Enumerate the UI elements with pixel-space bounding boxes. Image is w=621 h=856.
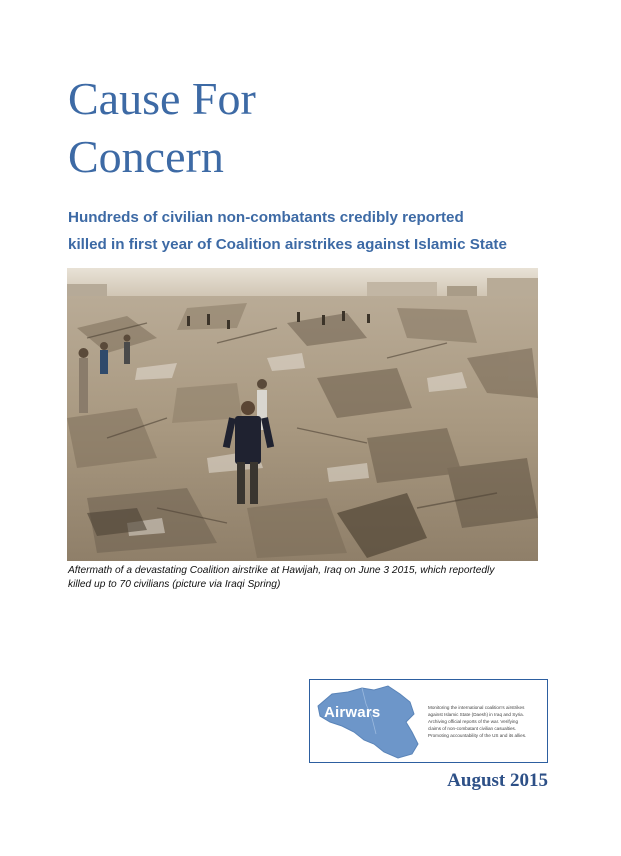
tagline-line-5: Promoting accountability of the US and its allies. (428, 733, 527, 738)
title-line-2: Concern (68, 131, 224, 182)
caption-line-1: Aftermath of a devastating Coalition airstrike at Hawijah, Iraq on June 3 2015, which reportedly (68, 565, 495, 576)
subtitle-line-2: killed in first year of Coalition airstrikes against Islamic State (68, 236, 507, 253)
subtitle-line-1: Hundreds of civilian non-combatants credibly reported (68, 209, 464, 226)
airwars-wordmark: Airwars (324, 704, 381, 721)
tagline-line-4: claims of non-combatant civilian casualties. (428, 726, 517, 731)
report-title (68, 70, 548, 186)
cover-photo (67, 268, 538, 561)
iraq-syria-map-icon (314, 684, 424, 760)
caption-line-2: killed up to 70 civilians (picture via Iraqi Spring) (68, 579, 281, 590)
photo-caption (68, 564, 548, 592)
tagline-line-3: Archiving official reports of the war. Verifying (428, 719, 519, 724)
tagline-line-1: Monitoring the international coalition's airstrikes (428, 705, 525, 710)
airwars-tagline (428, 704, 546, 739)
title-line-1: Cause For (68, 73, 256, 124)
report-date: August 2015 (447, 770, 548, 791)
report-subtitle (68, 204, 568, 258)
airwars-logo-box (309, 679, 548, 763)
tagline-line-2: against Islamic State (Daesh) in Iraq and Syria. (428, 712, 525, 717)
